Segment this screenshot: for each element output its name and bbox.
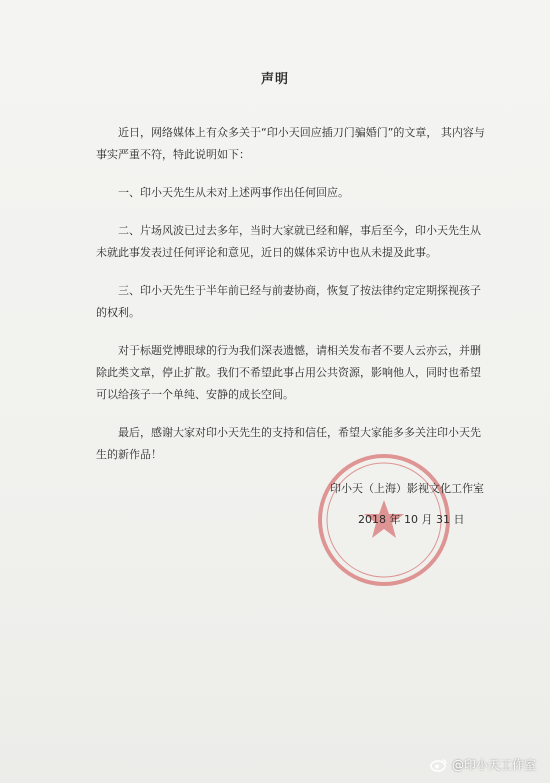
weibo-watermark (430, 756, 536, 773)
paragraph: 最后，感谢大家对印小天先生的支持和信任，希望大家能多多关注印小天先生的新作品！ (96, 426, 481, 461)
paragraph: 对于标题党博眼球的行为我们深表遗憾，请相关发布者不要人云亦云，并删除此类文章，停止扩散。我们不希望此事占用公共资源，影响他人，同时也希望可以给孩子一个单纯、安静的成长空间。 (96, 344, 481, 401)
paragraph: 三、印小天先生于半年前已经与前妻协商，恢复了按法律约定定期探视孩子的权利。 (96, 284, 481, 319)
document-body (96, 122, 488, 482)
signature: 印小天（上海）影视文化工作室 (330, 482, 484, 495)
document-title: 声明 (260, 72, 289, 87)
watermark-text: @印小天工作室 (451, 758, 536, 772)
paragraph: 近日，网络媒体上有众多关于“印小天回应插刀门骗婚门”的文章， 其内容与事实严重不符，特此说明如下： (96, 126, 485, 161)
signature-date: 2018 年 10 月 31 日 (358, 513, 465, 526)
paragraph: 二、片场风波已过去多年，当时大家就已经和解，事后至今，印小天先生从未就此事发表过任何评论和意见，近日的媒体采访中也从未提及此事。 (96, 224, 481, 259)
weibo-eye-icon (430, 758, 448, 772)
paragraph: 一、印小天先生从未对上述两事作出任何回应。 (118, 186, 349, 199)
